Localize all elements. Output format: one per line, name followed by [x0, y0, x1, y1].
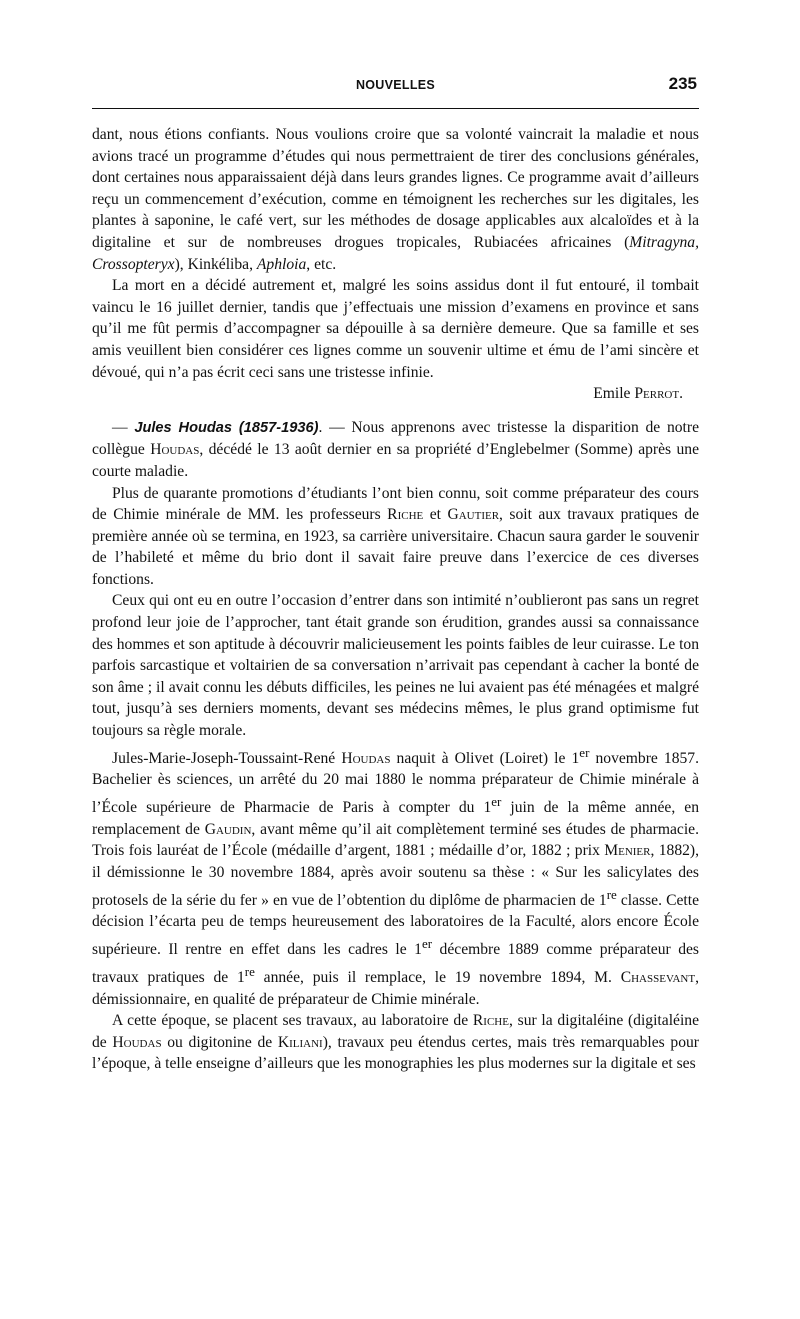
article-body	[92, 124, 699, 1075]
person-name: Menier	[604, 842, 651, 860]
perrot-paragraph-1	[92, 124, 699, 275]
text-run: , sur la digitaléine (digitaléine de	[92, 1012, 699, 1051]
italic-genus-name: Aphloia	[256, 255, 307, 273]
running-head-title: NOUVELLES	[355, 78, 436, 92]
person-name: Gaudin	[204, 820, 252, 838]
person-name: Houdas	[341, 749, 391, 767]
person-name: Houdas	[112, 1033, 162, 1051]
text-run: novembre 1857. Bachelier ès sciences, un arrêté du 20 mai 1880 le nomma préparateur de Chimie minérale à l’École supérieure de Pharmacie de Paris à compter du 1	[92, 749, 699, 817]
ordinal-suffix: re	[244, 963, 255, 979]
text-run: —	[112, 418, 135, 436]
person-name: Riche	[472, 1012, 509, 1030]
page	[92, 0, 699, 1319]
obituary-headline: Jules Houdas (1857-1936)	[134, 419, 319, 436]
text-run: dant, nous étions confiants. Nous voulions croire que sa volonté vaincrait la maladie et nous avions tracé un programme d’études qui nous permettraient de tirer des conclusions générales, dont certaines nous apparaissaient déjà dans leurs grandes lignes. Ce programme avait d’ailleurs reçu un commencement d’exécution, comme en témoignent les recherches sur les digitales, les plantes à saponine, le café vert, sur les méthodes de dosage applicables aux alcaloïdes et à la digitaline et sur de nombreuses drogues tropicales, Rubiacées africaines (	[92, 126, 699, 251]
person-name: Riche	[387, 506, 424, 524]
text-run: , avant même qu’il ait complètement terminé ses études de pharmacie. Trois fois lauréat de l’École (médaille d’argent, 1881 ; médaille d’or, 1882 ; prix	[92, 820, 699, 860]
section-gap	[92, 405, 699, 417]
text-run: , soit aux travaux pratiques de première année où se termina, en 1923, sa carrière universitaire. Chacun saura garder le souvenir de l’habileté et même du brio dont il savait faire preuve dans l’exercice de ces diverses fonctions.	[92, 506, 699, 588]
text-run: ou digitonine de	[161, 1033, 278, 1051]
ordinal-suffix: re	[606, 886, 617, 902]
signature-last-name: Perrot.	[634, 385, 683, 403]
houdas-paragraph-5	[92, 1010, 699, 1075]
houdas-paragraph-1	[92, 417, 699, 483]
header-rule	[92, 108, 699, 109]
perrot-paragraph-2: La mort en a décidé autrement et, malgré les soins assidus dont il fut entouré, il tombait vaincu le 16 juillet dernier, tandis que j’effectuais une mission d’examens en province et sans qu’il me fût permis d’accompagner sa dépouille à sa dernière demeure. Que sa famille et ses amis veuillent bien considérer ces lignes comme un souvenir ultime et ému de l’ami sincère et dévoué, qui n’a pas écrit ceci sans une tristesse infinie.	[92, 277, 699, 381]
running-head	[92, 74, 699, 98]
text-run: , 1882), il démissionne le 30 novembre 1884, après avoir soutenu sa thèse : « Sur les salicylates des protosels de la série du fer » en vue de l’obtention du diplôme de pharmacien de 1	[92, 842, 700, 909]
text-run: année, puis il remplace, le 19 novembre 1894, M.	[254, 968, 621, 986]
text-run: ), travaux peu étendus certes, mais très remarquables pour l’époque, à telle enseigne d’ailleurs que les monographies les plus modernes sur la digitale et ses	[92, 1033, 699, 1073]
text-run: , etc.	[306, 255, 337, 273]
text-run: décembre 1889 comme préparateur des travaux pratiques de 1	[92, 941, 699, 986]
text-run: , décédé le 13 août dernier en sa propriété d’Englebelmer (Somme) après une courte maladie.	[92, 441, 700, 480]
text-run: naquit à Olivet (Loiret) le 1	[390, 749, 580, 767]
person-name: Chassevant	[620, 968, 696, 986]
text-run: ), Kinkéliba,	[174, 255, 257, 273]
person-name: Gautier	[447, 506, 500, 524]
text-run: classe. Cette décision l’écarta peu de temps heureusement des laboratoires de la Faculté, alors encore École supérieure. Il rentre en effet dans les cadres le 1	[92, 891, 699, 959]
text-run: , démissionnaire, en qualité de préparateur de Chimie minérale.	[92, 968, 699, 1008]
person-name: Houdas	[150, 441, 200, 459]
person-name: Kiliani	[277, 1033, 323, 1051]
ordinal-suffix: er	[579, 744, 590, 760]
text-run: et	[423, 506, 448, 524]
text-run: . — Nous apprenons avec tristesse la disparition de notre collègue	[92, 418, 699, 459]
houdas-paragraph-4	[92, 742, 699, 1010]
signature-perrot	[92, 383, 699, 405]
signature-first-name: Emile	[593, 385, 635, 403]
houdas-paragraph-2	[92, 483, 699, 591]
italic-genus-names: Mitragyna, Crossopteryx	[92, 233, 699, 273]
ordinal-suffix: er	[491, 794, 502, 809]
page-number: 235	[668, 74, 697, 93]
ordinal-suffix: er	[421, 935, 433, 951]
text-run: A cette époque, se placent ses travaux, au laboratoire de	[112, 1012, 473, 1030]
text-run: juin de la même année, en remplacement de	[92, 799, 699, 838]
text-run: Jules-Marie-Joseph-Toussaint-René	[112, 749, 342, 767]
houdas-paragraph-3: Ceux qui ont eu en outre l’occasion d’entrer dans son intimité n’oublieront pas sans un regret profond leur joie de l’approcher, tant était grande son érudition, grandes aussi sa connaissance des hommes et son aptitude à découvrir malicieusement les points faibles de leur cuirasse. Le ton parfois sarcastique et voltairien de sa conversation n’arrivait pas cependant à cacher la bonté de son âme ; il avait connu les débuts difficiles, les peines ne lui avaient pas été ménagées et malgré tout, jusqu’à ses derniers moments, devant ses médecins mêmes, le plus grand optimisme fut toujours sa règle morale.	[92, 592, 699, 740]
text-run: Plus de quarante promotions d’étudiants l’ont bien connu, soit comme préparateur des cours de Chimie minérale de MM. les professeurs	[92, 484, 699, 524]
